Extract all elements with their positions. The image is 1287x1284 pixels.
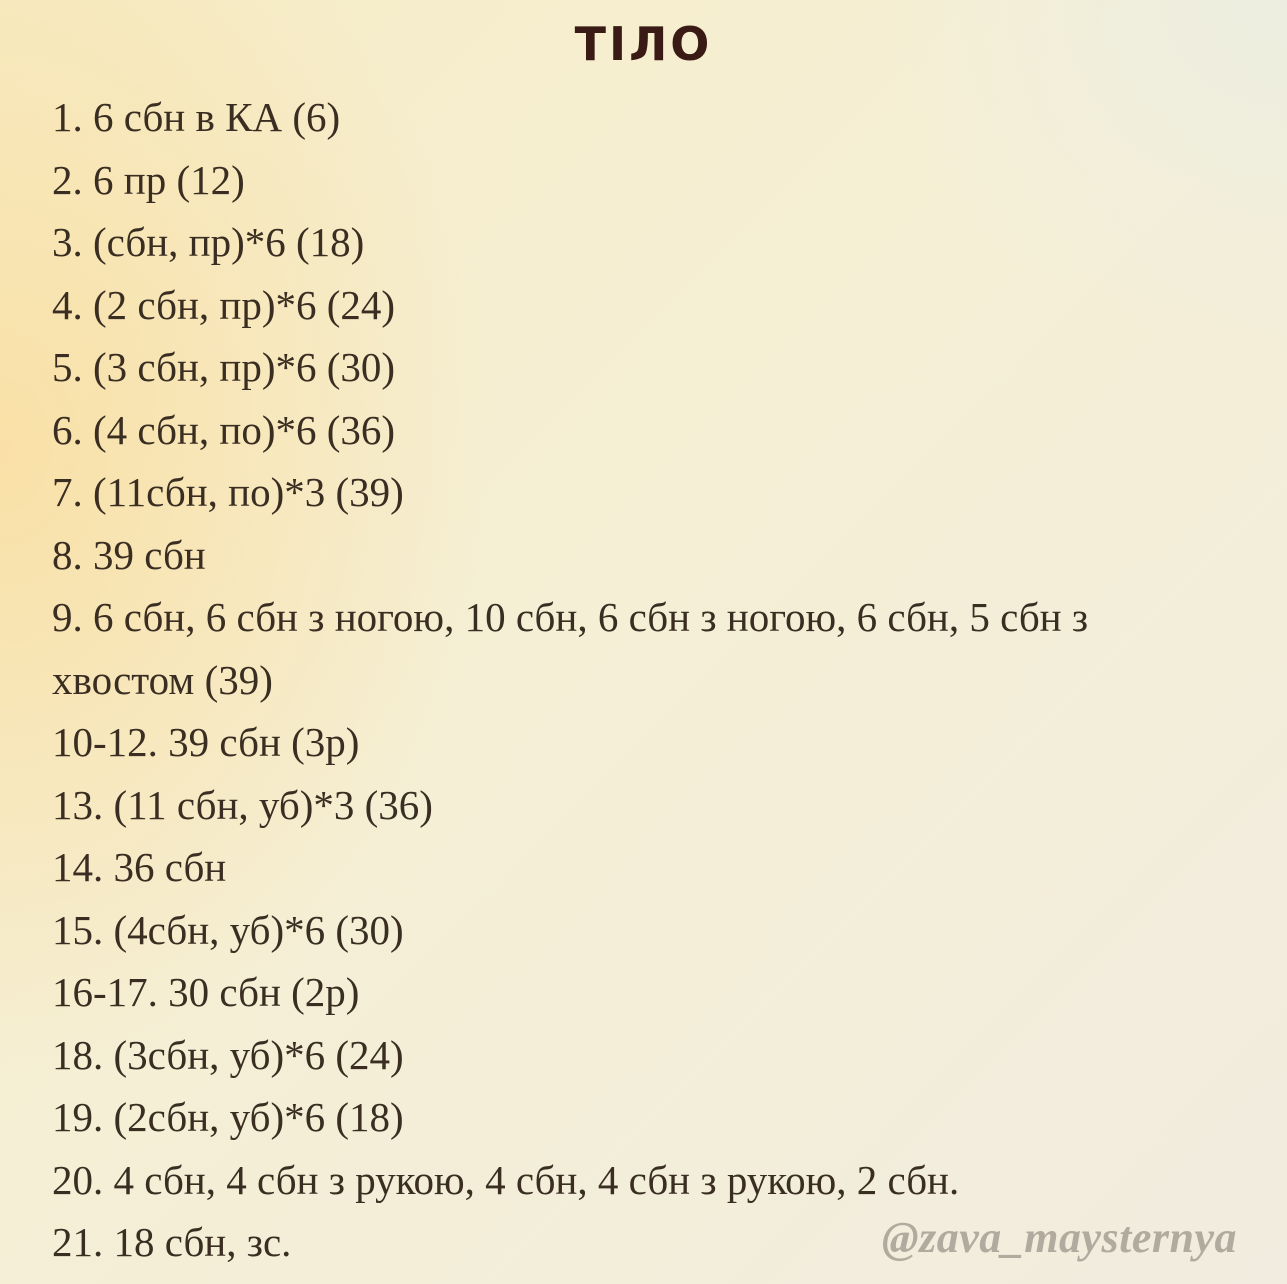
pattern-step: 14. 36 сбн: [52, 844, 227, 890]
pattern-step: 5. (3 сбн, пр)*6 (30): [52, 344, 396, 390]
pattern-step: 19. (2сбн, уб)*6 (18): [52, 1094, 404, 1140]
pattern-step: 1. 6 сбн в КА (6): [52, 94, 341, 140]
pattern-step: 9. 6 сбн, 6 сбн з ногою, 10 сбн, 6 сбн з ногою, 6 сбн, 5 сбн з: [52, 594, 1089, 640]
pattern-step: 4. (2 сбн, пр)*6 (24): [52, 281, 396, 328]
pattern-step: 16-17. 30 сбн (2р): [52, 969, 360, 1015]
pattern-step: 13. (11 сбн, уб)*3 (36): [52, 781, 433, 828]
pattern-step-continuation: хвостом (39): [52, 656, 273, 703]
pattern-steps-list: [52, 86, 1232, 1274]
pattern-step: 3. (сбн, пр)*6 (18): [52, 219, 365, 265]
watermark-handle: @zava_maysternya: [881, 1213, 1237, 1262]
page-title: ТІЛО: [574, 17, 713, 71]
pattern-step: 8. 39 сбн: [52, 531, 206, 578]
pattern-step: 15. (4сбн, уб)*6 (30): [52, 906, 404, 953]
pattern-step: 10-12. 39 сбн (3р): [52, 719, 360, 765]
pattern-step: 7. (11сбн, по)*3 (39): [52, 469, 404, 515]
pattern-step: 6. (4 сбн, по)*6 (36): [52, 406, 396, 453]
pattern-step: 2. 6 пр (12): [52, 156, 245, 203]
pattern-step: 21. 18 сбн, зс.: [52, 1219, 292, 1265]
pattern-step: 20. 4 сбн, 4 сбн з рукою, 4 сбн, 4 сбн з рукою, 2 сбн.: [52, 1156, 960, 1203]
pattern-step: 18. (3сбн, уб)*6 (24): [52, 1031, 404, 1078]
